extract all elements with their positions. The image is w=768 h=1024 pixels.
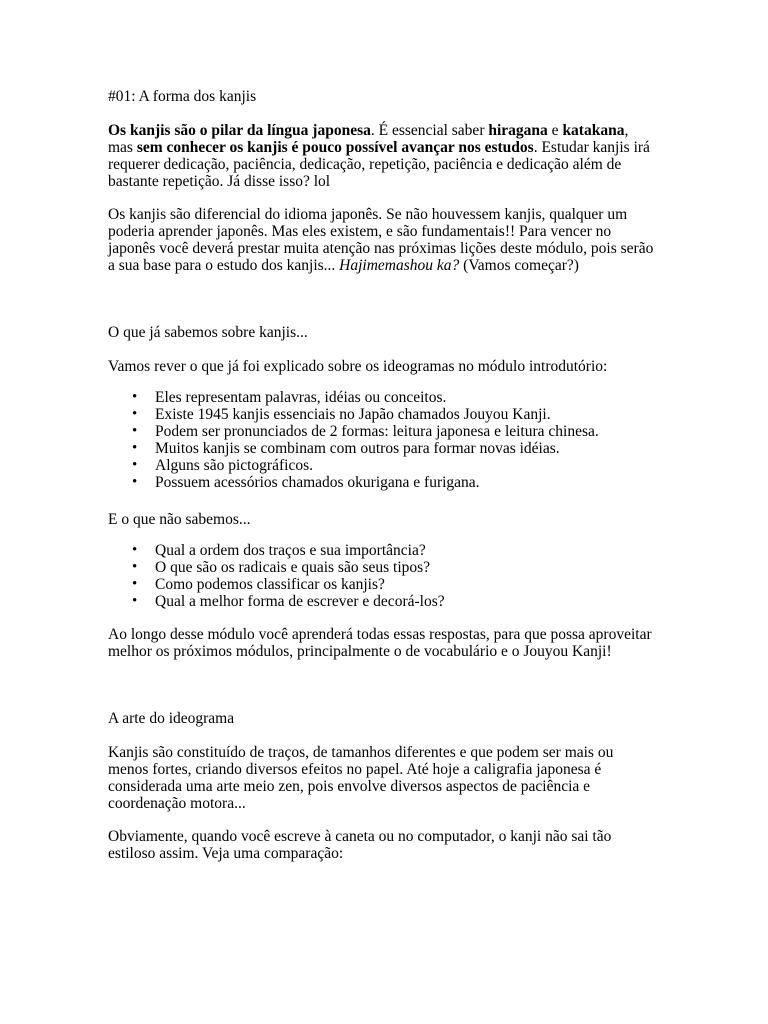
bold-katakana: katakana [562, 122, 625, 139]
list-item: • Existe 1945 kanjis essenciais no Japão chamados Jouyou Kanji. [108, 406, 599, 423]
section-3-paragraph-2: Obviamente, quando você escreve à caneta ou no computador, o kanji não sai tão estiloso assim. Veja uma comparação: [108, 828, 612, 862]
list-item: • Podem ser pronunciados de 2 formas: leitura japonesa e leitura chinesa. [108, 423, 599, 440]
intro-paragraph [108, 122, 668, 190]
paragraph-2: Os kanjis são diferencial do idioma japonês. Se não houvessem kanjis, qualquer um poderia aprender japonês. Mas eles existem, e são fundamentais!! Para vencer no japonês você deverá prestar muita atenção nas próximas lições deste módulo, pois serão a sua base para o estudo dos kanjis... Hajimemashou ka? (Vamos começar?) [108, 206, 654, 274]
bold-phrase-2: sem conhecer os kanjis é pouco possível avançar nos estudos [136, 139, 534, 156]
list-item: • O que são os radicais e quais são seus tipos? [108, 559, 445, 576]
section-3-paragraph-1: Kanjis são constituído de traços, de tamanhos diferentes e que podem ser mais ou menos fortes, criando diversos efeitos no papel. Até hoje a caligrafia japonesa é considerada uma arte meio zen, pois envolve diversos aspectos de paciência e coordenação motora... [108, 744, 614, 812]
intro-line-1: Os kanjis são o pilar da língua japonesa. É essencial saber hiragana e katakana, [108, 122, 629, 139]
intro-line-2: mas sem conhecer os kanjis é pouco possível avançar nos estudos. Estudar kanjis irá [108, 139, 650, 156]
list-item: • Qual a melhor forma de escrever e decorá-los? [108, 593, 445, 610]
section-heading-2: E o que não sabemos... [108, 511, 251, 528]
list-item: • Eles representam palavras, idéias ou conceitos. [108, 389, 599, 406]
bold-phrase: Os kanjis são o pilar da língua japonesa [108, 122, 371, 139]
closing-paragraph: Ao longo desse módulo você aprenderá todas essas respostas, para que possa aproveitar melhor os próximos módulos, principalmente o de vocabulário e o Jouyou Kanji! [108, 626, 652, 660]
list-item: • Alguns são pictográficos. [108, 457, 599, 474]
list-item: • Como podemos classificar os kanjis? [108, 576, 445, 593]
intro-line-4: bastante repetição. Já disse isso? lol [108, 173, 331, 190]
known-facts-list [108, 389, 599, 491]
list-item: • Possuem acessórios chamados okurigana e furigana. [108, 474, 599, 491]
section-1-lead: Vamos rever o que já foi explicado sobre os ideogramas no módulo introdutório: [108, 358, 608, 375]
unknown-facts-list [108, 542, 445, 610]
list-item: • Muitos kanjis se combinam com outros para formar novas idéias. [108, 440, 599, 457]
intro-line-3: requerer dedicação, paciência, dedicação, repetição, paciência e dedicação além de [108, 156, 622, 173]
bold-hiragana: hiragana [488, 122, 548, 139]
section-heading-3: A arte do ideograma [108, 710, 235, 727]
section-heading-1: O que já sabemos sobre kanjis... [108, 324, 308, 341]
list-item: • Qual a ordem dos traços e sua importância? [108, 542, 445, 559]
document-title: #01: A forma dos kanjis [108, 88, 257, 105]
italic-phrase: Hajimemashou ka? [339, 257, 460, 274]
